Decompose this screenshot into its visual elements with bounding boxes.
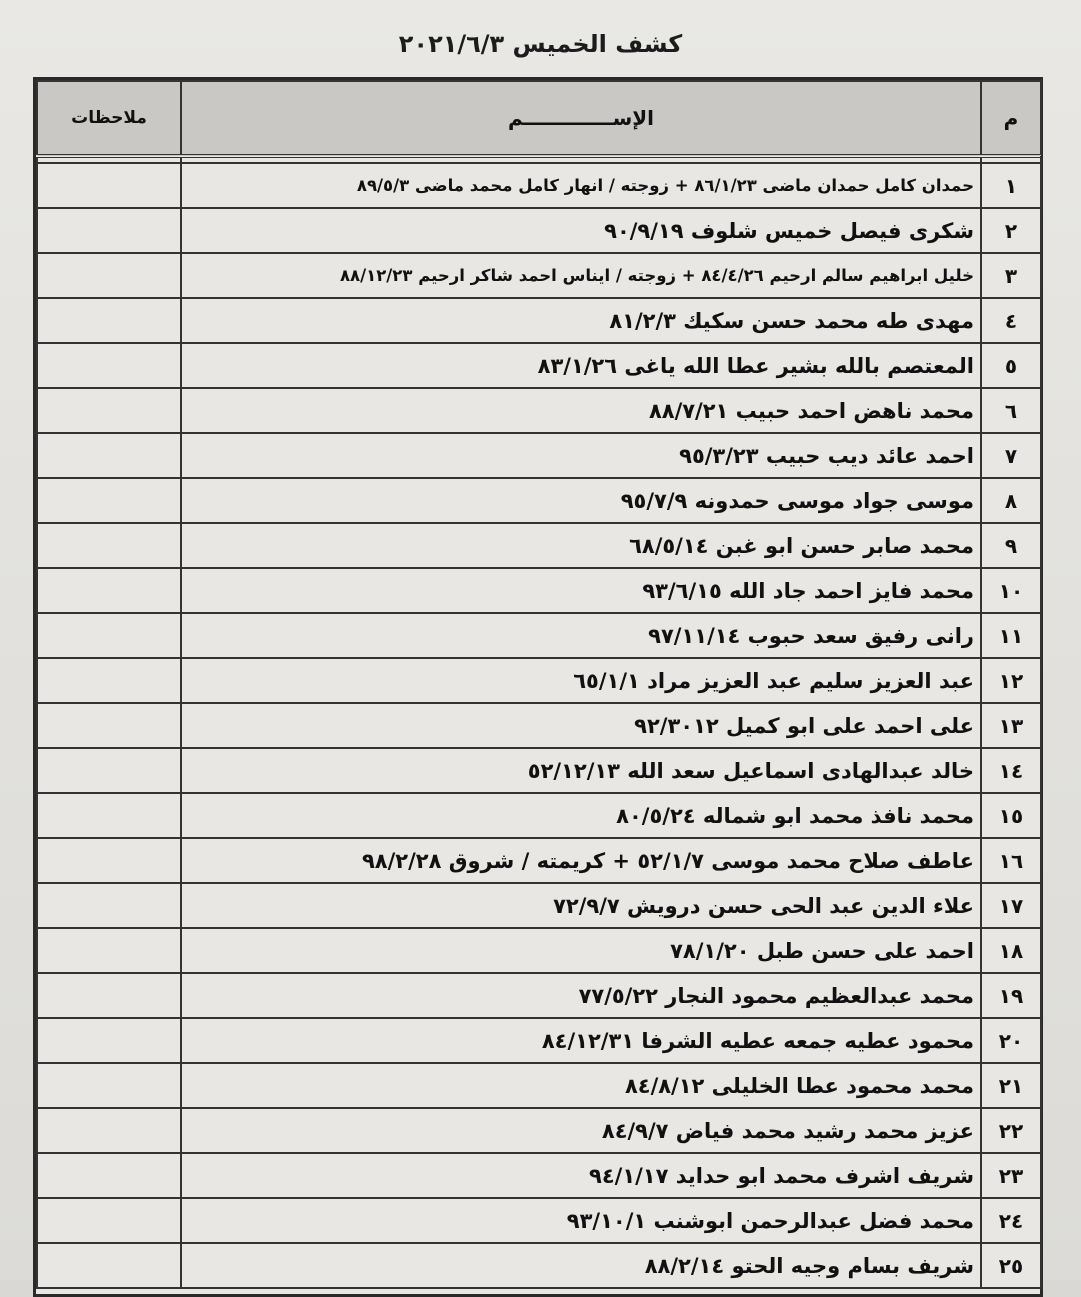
table-row [37, 343, 1041, 388]
row-name: خالد عبدالهادى اسماعيل سعد الله ٥٢/١٢/١٣ [181, 748, 981, 793]
row-notes [37, 658, 181, 703]
row-notes [37, 838, 181, 883]
row-name: محمد عبدالعظيم محمود النجار ٧٧/٥/٢٢ [181, 973, 981, 1018]
row-notes [37, 973, 181, 1018]
row-number: ١١ [981, 613, 1041, 658]
page-title: كشف الخميس ٢٠٢١/٦/٣ [398, 30, 683, 58]
row-name: شكرى فيصل خميس شلوف ٩٠/٩/١٩ [181, 208, 981, 253]
table-row [37, 568, 1041, 613]
row-notes [37, 343, 181, 388]
row-notes [37, 253, 181, 298]
row-notes [37, 433, 181, 478]
row-notes [37, 793, 181, 838]
row-name: خليل ابراهيم سالم ارحيم ٨٤/٤/٢٦ + زوجته / ايناس احمد شاكر ارحيم ٨٨/١٢/٢٣ [181, 253, 981, 298]
row-name: عبد العزيز سليم عبد العزيز مراد ٦٥/١/١ [181, 658, 981, 703]
row-number: ٢٤ [981, 1198, 1041, 1243]
table-header-row [37, 81, 1041, 156]
row-number: ٢٥ [981, 1243, 1041, 1288]
row-name: محمود عطيه جمعه عطيه الشرفا ٨٤/١٢/٣١ [181, 1018, 981, 1063]
table-row [37, 253, 1041, 298]
row-number: ٢٣ [981, 1153, 1041, 1198]
names-table-frame [33, 77, 1043, 1297]
table-row [37, 928, 1041, 973]
row-name: احمد عائد ديب حبيب ٩٥/٣/٢٣ [181, 433, 981, 478]
table-row [37, 208, 1041, 253]
row-notes [37, 1018, 181, 1063]
row-name: محمد ناهض احمد حبيب ٨٨/٧/٢١ [181, 388, 981, 433]
table-row [37, 1108, 1041, 1153]
row-notes [37, 478, 181, 523]
row-name: عزيز محمد رشيد محمد فياض ٨٤/٩/٧ [181, 1108, 981, 1153]
row-name: رانى رفيق سعد حبوب ٩٧/١١/١٤ [181, 613, 981, 658]
names-table [36, 80, 1042, 1289]
row-notes [37, 1198, 181, 1243]
row-number: ١٠ [981, 568, 1041, 613]
row-name: محمد نافذ محمد ابو شماله ٨٠/٥/٢٤ [181, 793, 981, 838]
row-number: ٩ [981, 523, 1041, 568]
row-number: ٢ [981, 208, 1041, 253]
row-number: ١٥ [981, 793, 1041, 838]
row-number: ٢١ [981, 1063, 1041, 1108]
header-spacer-row [37, 156, 1041, 163]
row-notes [37, 388, 181, 433]
row-number: ٨ [981, 478, 1041, 523]
table-row [37, 433, 1041, 478]
table-body [37, 156, 1041, 1288]
table-row [37, 1063, 1041, 1108]
row-number: ٥ [981, 343, 1041, 388]
table-row [37, 973, 1041, 1018]
row-number: ٦ [981, 388, 1041, 433]
row-number: ١٦ [981, 838, 1041, 883]
table-row [37, 748, 1041, 793]
row-name: شريف اشرف محمد ابو حدايد ٩٤/١/١٧ [181, 1153, 981, 1198]
row-name: علاء الدين عبد الحى حسن درويش ٧٢/٩/٧ [181, 883, 981, 928]
row-notes [37, 703, 181, 748]
row-notes [37, 568, 181, 613]
table-row [37, 658, 1041, 703]
header-notes: ملاحظات [37, 81, 181, 156]
row-number: ٧ [981, 433, 1041, 478]
row-notes [37, 163, 181, 208]
table-row [37, 838, 1041, 883]
row-notes [37, 1063, 181, 1108]
row-notes [37, 1153, 181, 1198]
header-number: م [981, 81, 1041, 156]
row-notes [37, 748, 181, 793]
table-row [37, 478, 1041, 523]
table-row [37, 793, 1041, 838]
row-number: ٢٢ [981, 1108, 1041, 1153]
table-row [37, 1243, 1041, 1288]
row-number: ١ [981, 163, 1041, 208]
header-name: الإســـــــــــــم [181, 81, 981, 156]
table-row [37, 298, 1041, 343]
row-notes [37, 208, 181, 253]
table-row [37, 613, 1041, 658]
row-name: حمدان كامل حمدان ماضى ٨٦/١/٢٣ + زوجته / انهار كامل محمد ماضى ٨٩/٥/٣ [181, 163, 981, 208]
table-row [37, 388, 1041, 433]
row-notes [37, 523, 181, 568]
table-row [37, 523, 1041, 568]
row-notes [37, 1243, 181, 1288]
table-row [37, 703, 1041, 748]
row-number: ١٩ [981, 973, 1041, 1018]
table-row [37, 1198, 1041, 1243]
row-notes [37, 1108, 181, 1153]
row-name: محمد محمود عطا الخليلى ٨٤/٨/١٢ [181, 1063, 981, 1108]
row-number: ١٤ [981, 748, 1041, 793]
row-name: المعتصم بالله بشير عطا الله ياغى ٨٣/١/٢٦ [181, 343, 981, 388]
row-name: مهدى طه محمد حسن سكيك ٨١/٢/٣ [181, 298, 981, 343]
row-number: ١٨ [981, 928, 1041, 973]
row-name: موسى جواد موسى حمدونه ٩٥/٧/٩ [181, 478, 981, 523]
row-number: ٣ [981, 253, 1041, 298]
row-name: عاطف صلاح محمد موسى ٥٢/١/٧ + كريمته / شروق ٩٨/٢/٢٨ [181, 838, 981, 883]
row-notes [37, 298, 181, 343]
row-name: محمد فايز احمد جاد الله ٩٣/٦/١٥ [181, 568, 981, 613]
table-row [37, 163, 1041, 208]
row-number: ١٣ [981, 703, 1041, 748]
row-name: على احمد على ابو كميل ٩٢/٣٠١٢ [181, 703, 981, 748]
row-number: ١٧ [981, 883, 1041, 928]
row-number: ١٢ [981, 658, 1041, 703]
row-name: احمد على حسن طبل ٧٨/١/٢٠ [181, 928, 981, 973]
row-notes [37, 613, 181, 658]
row-name: محمد فضل عبدالرحمن ابوشنب ٩٣/١٠/١ [181, 1198, 981, 1243]
table-row [37, 1018, 1041, 1063]
table-row [37, 1153, 1041, 1198]
row-name: شريف بسام وجيه الحتو ٨٨/٢/١٤ [181, 1243, 981, 1288]
row-name: محمد صابر حسن ابو غبن ٦٨/٥/١٤ [181, 523, 981, 568]
table-row [37, 883, 1041, 928]
row-number: ٢٠ [981, 1018, 1041, 1063]
row-number: ٤ [981, 298, 1041, 343]
row-notes [37, 883, 181, 928]
row-notes [37, 928, 181, 973]
